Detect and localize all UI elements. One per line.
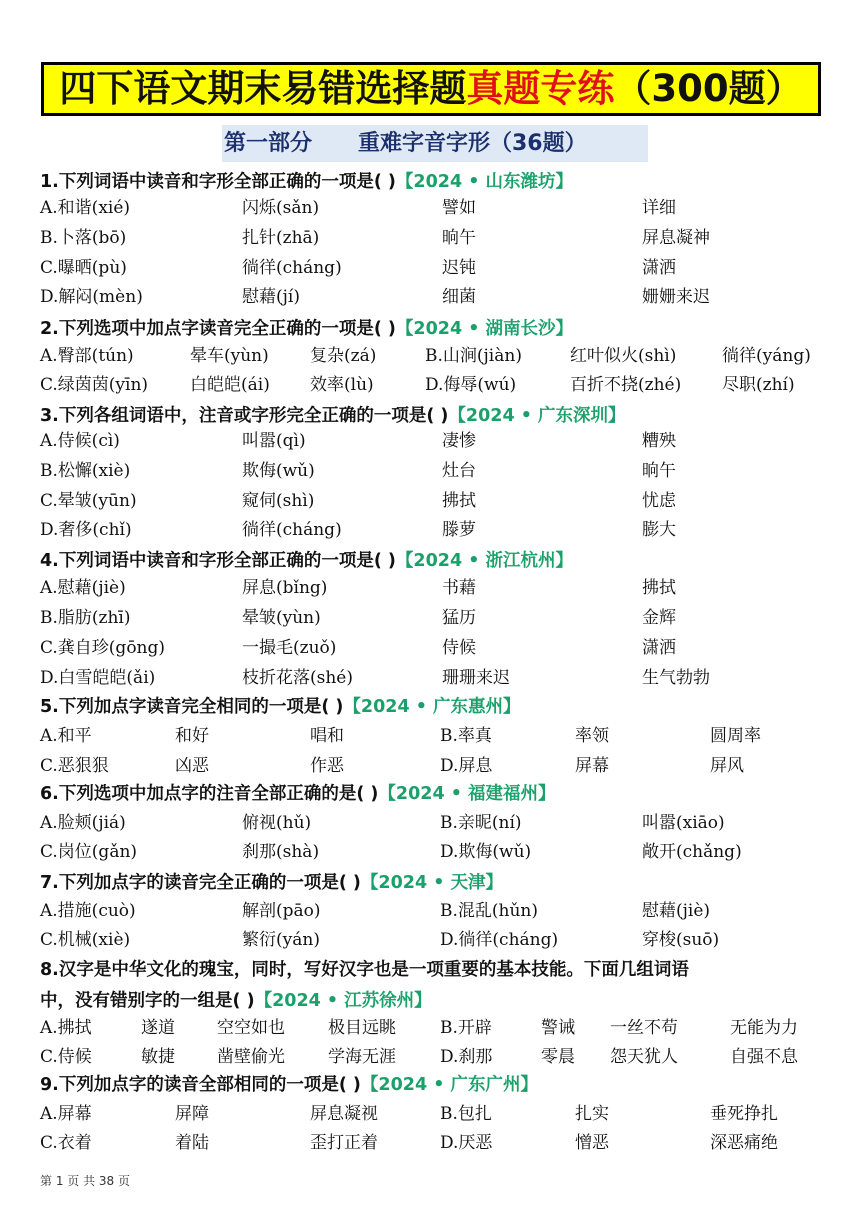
option-item: 糟殃 bbox=[642, 431, 676, 451]
option-item: 屏幕 bbox=[575, 756, 609, 776]
option-item: 刹那(shà) bbox=[242, 842, 320, 862]
question-text: 2.下列选项中加点字读音完全正确的一项是( ) bbox=[40, 319, 396, 339]
source-tag: 【2024 • 浙江杭州】 bbox=[395, 551, 573, 571]
option-item: C.晕皱(yūn) bbox=[40, 491, 137, 511]
option-item: 叫嚣(xiāo) bbox=[642, 813, 725, 833]
option-item: 敞开(chǎng) bbox=[642, 842, 742, 862]
option-item: 复杂(zá) bbox=[310, 346, 377, 366]
question-stem bbox=[40, 168, 573, 193]
option-item: 屏息凝神 bbox=[642, 228, 710, 248]
option-item: 譬如 bbox=[442, 198, 476, 218]
option-item: 解剖(pāo) bbox=[242, 901, 321, 921]
option-item: 作恶 bbox=[310, 756, 344, 776]
option-item: 晕车(yùn) bbox=[190, 346, 269, 366]
question-text: 4.下列词语中读音和字形全部正确的一项是( ) bbox=[40, 551, 396, 571]
option-item: A.侍候(cì) bbox=[40, 431, 120, 451]
option-item: 欺侮(wǔ) bbox=[242, 461, 315, 481]
option-item: C.绿茵茵(yīn) bbox=[40, 375, 149, 395]
option-item: A.屏幕 bbox=[40, 1104, 92, 1124]
option-item: 珊珊来迟 bbox=[442, 668, 510, 688]
option-item: A.和谐(xié) bbox=[40, 198, 131, 218]
option-item: 俯视(hǔ) bbox=[242, 813, 312, 833]
option-item: 无能为力 bbox=[730, 1018, 798, 1038]
option-item: B.亲昵(ní) bbox=[440, 813, 522, 833]
source-tag: 【2024 • 广东广州】 bbox=[360, 1075, 538, 1095]
option-item: 膨大 bbox=[642, 520, 676, 540]
option-item: 详细 bbox=[642, 198, 676, 218]
option-item: 闪烁(sǎn) bbox=[242, 198, 320, 218]
option-item: 凄惨 bbox=[442, 431, 476, 451]
option-item: 徜徉(yáng) bbox=[722, 346, 811, 366]
question-text-cont: 中，没有错别字的一组是( )【2024 • 江苏徐州】 bbox=[40, 991, 432, 1011]
option-item: 滕萝 bbox=[442, 520, 476, 540]
option-item: D.奢侈(chǐ) bbox=[40, 520, 132, 540]
option-item: 红叶似火(shì) bbox=[570, 346, 677, 366]
source-tag: 【2024 • 山东潍坊】 bbox=[395, 172, 573, 192]
option-item: B.率真 bbox=[440, 726, 492, 746]
option-item: 率领 bbox=[575, 726, 609, 746]
option-item: 怨天犹人 bbox=[610, 1047, 678, 1067]
option-item: 凿壁偷光 bbox=[217, 1047, 285, 1067]
option-item: 书藉 bbox=[442, 578, 476, 598]
option-item: 唱和 bbox=[310, 726, 344, 746]
option-item: D.解闷(mèn) bbox=[40, 287, 143, 307]
option-item: 繁衍(yán) bbox=[242, 930, 320, 950]
option-item: 迟钝 bbox=[442, 258, 476, 278]
option-item: D.欺侮(wǔ) bbox=[440, 842, 532, 862]
page-title bbox=[41, 62, 821, 116]
option-item: 潇洒 bbox=[642, 638, 676, 658]
option-item: 慰藉(jí) bbox=[242, 287, 300, 307]
option-item: B.卜落(bō) bbox=[40, 228, 127, 248]
option-item: 姗姗来迟 bbox=[642, 287, 710, 307]
option-item: 徜徉(cháng) bbox=[242, 520, 342, 540]
option-item: 拂拭 bbox=[642, 578, 676, 598]
option-item: C.龚自珍(gōng) bbox=[40, 638, 166, 658]
option-item: 金辉 bbox=[642, 608, 676, 628]
option-item: C.侍候 bbox=[40, 1047, 92, 1067]
option-item: 扎针(zhā) bbox=[242, 228, 320, 248]
option-item: 细菌 bbox=[442, 287, 476, 307]
option-item: 极目远眺 bbox=[328, 1018, 396, 1038]
source-tag: 【2024 • 湖南长沙】 bbox=[395, 319, 573, 339]
source-tag: 【2024 • 福建福州】 bbox=[378, 784, 556, 804]
question-stem bbox=[40, 956, 689, 1012]
question-stem bbox=[40, 869, 503, 894]
option-item: 敏捷 bbox=[141, 1047, 175, 1067]
title-highlight: 真题专练 bbox=[466, 67, 615, 110]
option-item: B.包扎 bbox=[440, 1104, 492, 1124]
option-item: 凶恶 bbox=[175, 756, 209, 776]
question-stem bbox=[40, 547, 573, 572]
option-item: 灶台 bbox=[442, 461, 476, 481]
option-item: 拂拭 bbox=[442, 491, 476, 511]
option-item: C.曝晒(pù) bbox=[40, 258, 127, 278]
option-item: C.衣着 bbox=[40, 1133, 92, 1153]
option-item: 憎恶 bbox=[575, 1133, 609, 1153]
option-item: 和好 bbox=[175, 726, 209, 746]
option-item: 一撮毛(zuǒ) bbox=[242, 638, 337, 658]
option-item: A.拂拭 bbox=[40, 1018, 92, 1038]
option-item: 屏障 bbox=[175, 1104, 209, 1124]
option-item: 警诫 bbox=[541, 1018, 575, 1038]
option-item: 尽职(zhí) bbox=[722, 375, 795, 395]
question-text: 6.下列选项中加点字的注音全部正确的是( ) bbox=[40, 784, 379, 804]
option-item: A.和平 bbox=[40, 726, 92, 746]
option-item: B.混乱(hǔn) bbox=[440, 901, 539, 921]
option-item: 晕皱(yùn) bbox=[242, 608, 321, 628]
title-count: （300题） bbox=[614, 67, 803, 110]
option-item: 一丝不苟 bbox=[610, 1018, 678, 1038]
option-item: B.松懈(xiè) bbox=[40, 461, 131, 481]
question-stem bbox=[40, 315, 573, 340]
option-item: D.刹那 bbox=[440, 1047, 493, 1067]
question-text: 3.下列各组词语中，注音或字形完全正确的一项是( ) bbox=[40, 406, 449, 426]
source-tag: 【2024 • 广东惠州】 bbox=[343, 697, 521, 717]
question-text: 1.下列词语中读音和字形全部正确的一项是( ) bbox=[40, 172, 396, 192]
option-item: 屏息(bǐng) bbox=[242, 578, 328, 598]
option-item: A.臀部(tún) bbox=[40, 346, 134, 366]
question-text: 9.下列加点字的读音全部相同的一项是( ) bbox=[40, 1075, 361, 1095]
page-footer: 第 1 页 共 38 页 bbox=[40, 1174, 130, 1188]
question-text: 8.汉字是中华文化的瑰宝，同时，写好汉字也是一项重要的基本技能。下面几组词语 bbox=[40, 960, 689, 980]
option-item: C.恶狠狠 bbox=[40, 756, 109, 776]
option-item: 扎实 bbox=[575, 1104, 609, 1124]
option-item: 猛历 bbox=[442, 608, 476, 628]
option-item: 白皑皑(ái) bbox=[190, 375, 270, 395]
question-text: 7.下列加点字的读音完全正确的一项是( ) bbox=[40, 873, 361, 893]
option-item: B.开辟 bbox=[440, 1018, 492, 1038]
option-item: 窥伺(shì) bbox=[242, 491, 315, 511]
option-item: A.脸颊(jiá) bbox=[40, 813, 126, 833]
option-item: 叫嚣(qì) bbox=[242, 431, 306, 451]
option-item: D.徜徉(cháng) bbox=[440, 930, 559, 950]
option-item: 徜徉(cháng) bbox=[242, 258, 342, 278]
source-tag: 【2024 • 天津】 bbox=[360, 873, 503, 893]
option-item: 枝折花落(shé) bbox=[242, 668, 353, 688]
option-item: 穿梭(suō) bbox=[642, 930, 720, 950]
option-item: 歪打正着 bbox=[310, 1133, 378, 1153]
option-item: 潇洒 bbox=[642, 258, 676, 278]
option-item: D.屏息 bbox=[440, 756, 493, 776]
option-item: A.措施(cuò) bbox=[40, 901, 136, 921]
option-item: 屏息凝视 bbox=[310, 1104, 378, 1124]
source-tag: 【2024 • 广东深圳】 bbox=[448, 406, 626, 426]
option-item: B.脂肪(zhī) bbox=[40, 608, 131, 628]
option-item: 侍候 bbox=[442, 638, 476, 658]
option-item: D.侮辱(wú) bbox=[425, 375, 517, 395]
option-item: 空空如也 bbox=[217, 1018, 285, 1038]
option-item: 忧虑 bbox=[642, 491, 676, 511]
option-item: A.慰藉(jiè) bbox=[40, 578, 126, 598]
option-item: 屏风 bbox=[710, 756, 744, 776]
option-item: 学海无涯 bbox=[328, 1047, 396, 1067]
question-stem bbox=[40, 1071, 538, 1096]
option-item: D.厌恶 bbox=[440, 1133, 493, 1153]
option-item: 零晨 bbox=[541, 1047, 575, 1067]
question-stem bbox=[40, 693, 521, 718]
option-item: D.白雪皑皑(ǎi) bbox=[40, 668, 156, 688]
option-item: C.岗位(gǎn) bbox=[40, 842, 138, 862]
question-stem bbox=[40, 780, 556, 805]
option-item: 效率(lù) bbox=[310, 375, 374, 395]
option-item: 垂死挣扎 bbox=[710, 1104, 778, 1124]
option-item: 自强不息 bbox=[730, 1047, 798, 1067]
option-item: 百折不挠(zhé) bbox=[570, 375, 682, 395]
option-item: C.机械(xiè) bbox=[40, 930, 131, 950]
question-text: 5.下列加点字读音完全相同的一项是( ) bbox=[40, 697, 344, 717]
option-item: 慰藉(jiè) bbox=[642, 901, 711, 921]
option-item: B.山涧(jiàn) bbox=[425, 346, 522, 366]
option-item: 深恶痛绝 bbox=[710, 1133, 778, 1153]
option-item: 晌午 bbox=[642, 461, 676, 481]
section-heading: 第一部分 重难字音字形（36题） bbox=[222, 125, 648, 162]
option-item: 晌午 bbox=[442, 228, 476, 248]
option-item: 圆周率 bbox=[710, 726, 761, 746]
option-item: 遂道 bbox=[141, 1018, 175, 1038]
option-item: 着陆 bbox=[175, 1133, 209, 1153]
source-tag: 【2024 • 江苏徐州】 bbox=[254, 991, 432, 1011]
option-item: 生气勃勃 bbox=[642, 668, 710, 688]
question-stem bbox=[40, 402, 626, 427]
title-main: 四下语文期末易错选择题 bbox=[59, 67, 467, 110]
